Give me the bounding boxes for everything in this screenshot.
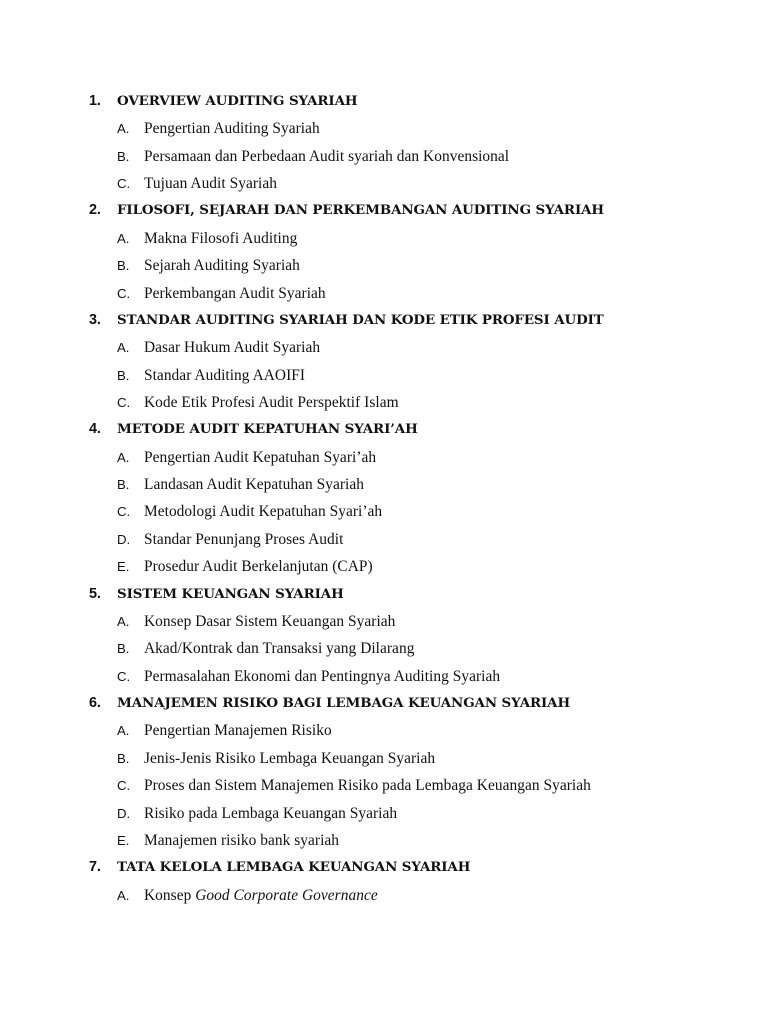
list-item	[0, 526, 768, 553]
item-letter: E.	[117, 559, 130, 575]
section-heading	[0, 854, 768, 881]
list-item	[0, 882, 768, 909]
item-text-plain: Proses dan Sistem Manajemen Risiko pada Lembaga Keuangan Syariah	[144, 777, 591, 795]
list-item	[0, 143, 768, 170]
section-number: 2.	[89, 202, 101, 219]
item-text-plain: Pengertian Audit Kepatuhan Syari’ah	[144, 448, 377, 466]
subtopic-list	[0, 444, 768, 581]
item-letter: B.	[117, 258, 130, 274]
section-heading	[0, 690, 768, 717]
section-title: FILOSOFI, SEJARAH DAN PERKEMBANGAN AUDITING SYARIAH	[117, 202, 604, 219]
list-item	[0, 252, 768, 279]
section-title: SISTEM KEUANGAN SYARIAH	[117, 585, 344, 602]
section-number: 4.	[89, 421, 101, 438]
subtopic-list	[0, 717, 768, 854]
section-heading	[0, 416, 768, 443]
item-letter: B.	[117, 750, 130, 766]
item-text	[144, 526, 343, 553]
item-text-plain: Perkembangan Audit Syariah	[144, 284, 326, 302]
item-letter: A.	[117, 121, 130, 137]
list-item	[0, 635, 768, 662]
item-text-plain: Dasar Hukum Audit Syariah	[144, 339, 321, 357]
item-text	[144, 362, 305, 389]
list-item	[0, 717, 768, 744]
list-item	[0, 225, 768, 252]
toc-section	[0, 88, 768, 197]
item-letter: A.	[117, 723, 130, 739]
list-item	[0, 827, 768, 854]
item-text-plain: Pengertian Manajemen Risiko	[144, 722, 332, 740]
item-text-plain: Manajemen risiko bank syariah	[144, 831, 340, 849]
item-letter: E.	[117, 832, 130, 848]
item-text	[144, 143, 509, 170]
item-text	[144, 772, 591, 799]
subtopic-list	[0, 608, 768, 690]
toc-section	[0, 690, 768, 854]
section-title: MANAJEMEN RISIKO BAGI LEMBAGA KEUANGAN SYARIAH	[117, 695, 571, 712]
item-text	[144, 608, 395, 635]
item-text-plain: Prosedur Audit Berkelanjutan (CAP)	[144, 558, 373, 576]
item-text-italic: Good Corporate Governance	[195, 886, 378, 904]
section-number: 3.	[89, 311, 101, 328]
section-title: STANDAR AUDITING SYARIAH DAN KODE ETIK PROFESI AUDIT	[117, 311, 604, 328]
table-of-contents	[0, 88, 768, 909]
item-text-plain: Tujuan Audit Syariah	[144, 175, 277, 193]
section-number: 6.	[89, 695, 101, 712]
item-letter: D.	[117, 805, 131, 821]
item-text	[144, 663, 500, 690]
item-text	[144, 471, 364, 498]
item-letter: B.	[117, 367, 130, 383]
item-text	[144, 498, 382, 525]
item-text-plain: Jenis-Jenis Risiko Lembaga Keuangan Syariah	[144, 749, 436, 767]
item-text	[144, 389, 399, 416]
item-letter: C.	[117, 668, 131, 684]
list-item	[0, 334, 768, 361]
section-heading	[0, 88, 768, 115]
section-heading	[0, 581, 768, 608]
item-letter: C.	[117, 504, 131, 520]
item-text-plain: Kode Etik Profesi Audit Perspektif Islam	[144, 394, 399, 412]
item-text	[144, 635, 414, 662]
item-letter: B.	[117, 477, 130, 493]
list-item	[0, 663, 768, 690]
item-text-plain: Landasan Audit Kepatuhan Syariah	[144, 476, 364, 494]
item-letter: C.	[117, 285, 131, 301]
item-text	[144, 745, 435, 772]
item-text-plain: Standar Auditing AAOIFI	[144, 366, 306, 384]
item-text-plain: Pengertian Auditing Syariah	[144, 120, 320, 138]
item-text	[144, 717, 332, 744]
item-text-plain: Sejarah Auditing Syariah	[144, 257, 300, 275]
subtopic-list	[0, 882, 768, 909]
item-letter: A.	[117, 449, 130, 465]
item-letter: C.	[117, 395, 131, 411]
list-item	[0, 800, 768, 827]
item-text-plain: Metodologi Audit Kepatuhan Syari’ah	[144, 503, 383, 521]
item-letter: D.	[117, 531, 131, 547]
section-number: 7.	[89, 859, 101, 876]
item-text-plain: Akad/Kontrak dan Transaksi yang Dilarang	[144, 640, 415, 658]
subtopic-list	[0, 225, 768, 307]
item-letter: C.	[117, 778, 131, 794]
item-letter: B.	[117, 148, 130, 164]
section-title: TATA KELOLA LEMBAGA KEUANGAN SYARIAH	[117, 859, 471, 876]
item-text	[144, 827, 339, 854]
toc-section	[0, 581, 768, 690]
list-item	[0, 471, 768, 498]
item-text	[144, 444, 376, 471]
toc-section	[0, 197, 768, 306]
section-number: 5.	[89, 585, 101, 602]
item-text	[144, 882, 378, 909]
subtopic-list	[0, 334, 768, 416]
item-text	[144, 225, 297, 252]
section-title: METODE AUDIT KEPATUHAN SYARI’AH	[117, 421, 418, 438]
item-text-plain: Persamaan dan Perbedaan Audit syariah dan Konvensional	[144, 147, 510, 165]
item-text-plain: Risiko pada Lembaga Keuangan Syariah	[144, 804, 398, 822]
item-text-plain: Konsep Dasar Sistem Keuangan Syariah	[144, 612, 396, 630]
subtopic-list	[0, 115, 768, 197]
list-item	[0, 389, 768, 416]
section-heading	[0, 197, 768, 224]
toc-section	[0, 854, 768, 909]
item-text-plain: Permasalahan Ekonomi dan Pentingnya Auditing Syariah	[144, 667, 501, 685]
section-number: 1.	[89, 93, 101, 109]
item-text	[144, 280, 326, 307]
list-item	[0, 772, 768, 799]
list-item	[0, 280, 768, 307]
list-item	[0, 170, 768, 197]
item-text	[144, 553, 373, 580]
item-text-plain: Makna Filosofi Auditing	[144, 229, 298, 247]
section-title: OVERVIEW AUDITING SYARIAH	[117, 93, 358, 109]
item-text	[144, 800, 397, 827]
item-letter: A.	[117, 340, 130, 356]
list-item	[0, 745, 768, 772]
item-letter: A.	[117, 887, 130, 903]
document-page	[0, 88, 768, 909]
list-item	[0, 444, 768, 471]
section-heading	[0, 307, 768, 334]
item-text-plain: Konsep	[144, 886, 196, 904]
list-item	[0, 115, 768, 142]
item-text-plain: Standar Penunjang Proses Audit	[144, 530, 344, 548]
toc-section	[0, 416, 768, 580]
item-text	[144, 252, 300, 279]
item-letter: A.	[117, 230, 130, 246]
item-letter: C.	[117, 176, 131, 192]
item-letter: B.	[117, 641, 130, 657]
list-item	[0, 553, 768, 580]
list-item	[0, 498, 768, 525]
item-text	[144, 115, 320, 142]
list-item	[0, 362, 768, 389]
item-text	[144, 170, 277, 197]
item-text	[144, 334, 320, 361]
list-item	[0, 608, 768, 635]
toc-section	[0, 307, 768, 416]
item-letter: A.	[117, 613, 130, 629]
